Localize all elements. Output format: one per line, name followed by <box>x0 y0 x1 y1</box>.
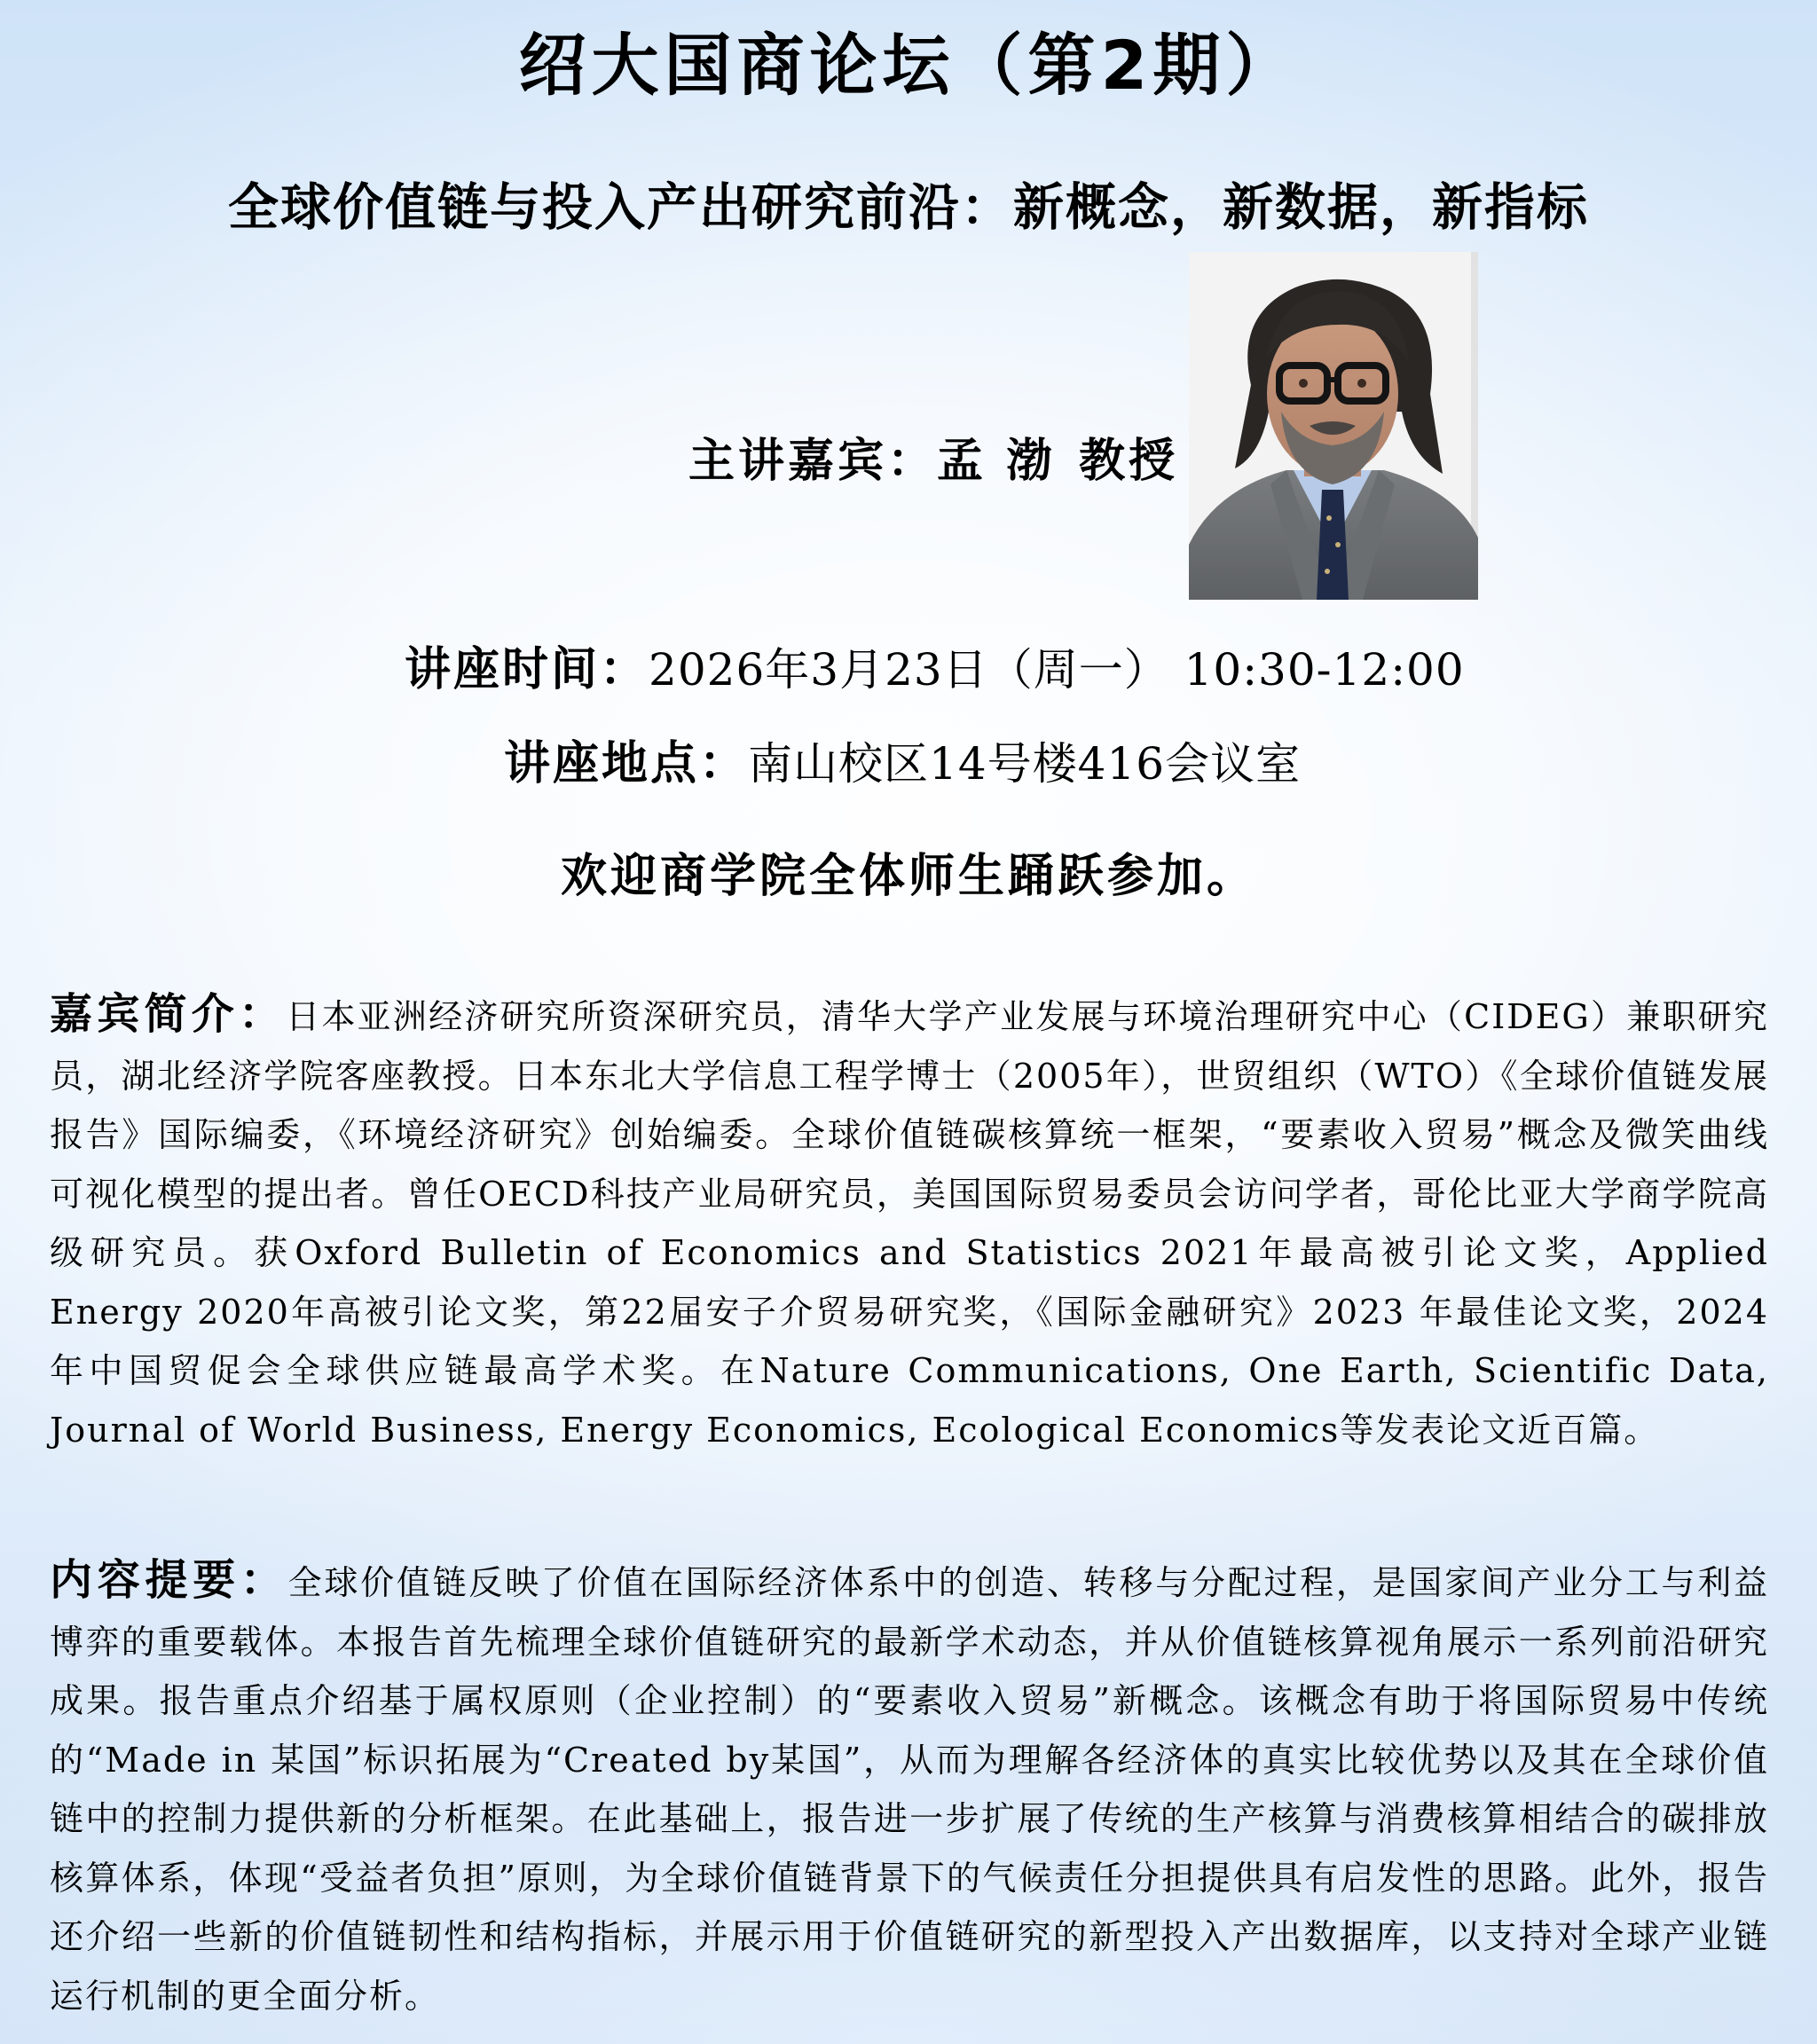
location-label: 讲座地点： <box>504 737 749 790</box>
lecture-subtitle: 全球价值链与投入产出研究前沿：新概念，新数据，新指标 <box>228 178 1589 237</box>
welcome-message: 欢迎商学院全体师生踊跃参加。 <box>560 850 1256 903</box>
location-value: 南山校区14号楼416会议室 <box>748 738 1302 790</box>
speaker-photo <box>1189 252 1478 600</box>
lecture-location <box>504 733 1301 795</box>
guest-bio <box>50 985 1769 1459</box>
speaker-line <box>688 433 1178 490</box>
time-label: 讲座时间： <box>405 643 649 696</box>
time-value: 2026年3月23日（周一） 10:30-12:00 <box>649 644 1465 696</box>
bio-text: 日本亚洲经济研究所资深研究员，清华大学产业发展与环境治理研究中心（CIDEG）兼职研究员，湖北经济学院客座教授。日本东北大学信息工程学博士（2005年），世贸组织（WTO）《全球价值链发展报告》国际编委，《环境经济研究》创始编委。全球价值链碳核算统一框架，“要素收入贸易”概念及微笑曲线可视化模型的提出者。曾任OECD科技产业局研究员，美国国际贸易委员会访问学者，哥伦比亚大学商学院高级研究员。获Oxford Bulletin of Economics and Statistics 2021年最高被引论文奖，Applied Energy 2020年高被引论文奖，第22届安子介贸易研究奖，《国际金融研究》2023 年最佳论文奖，2024 年中国贸促会全球供应链最高学术奖。在Nature Communications, One Earth, Scientific Data, Journal of World Business, Energy Economics, Ecological Economics等发表论文近百篇。 <box>50 997 1769 1450</box>
content-label: 内容提要： <box>50 1555 288 1605</box>
lecture-time <box>405 639 1465 701</box>
speaker-role: 教授 <box>1079 435 1179 488</box>
bio-label: 嘉宾简介： <box>50 989 287 1039</box>
speaker-name: 孟 渤 <box>937 435 1057 488</box>
speaker-portrait-image <box>1189 252 1478 600</box>
content-text: 全球价值链反映了价值在国际经济体系中的创造、转移与分配过程，是国家间产业分工与利益博弈的重要载体。本报告首先梳理全球价值链研究的最新学术动态，并从价值链核算视角展示一系列前沿研究成果。报告重点介绍基于属权原则（企业控制）的“要素收入贸易”新概念。该概念有助于将国际贸易中传统的“Made in 某国”标识拓展为“Created by某国”，从而为理解各经济体的真实比较优势以及其在全球价值链中的控制力提供新的分析框架。在此基础上，报告进一步扩展了传统的生产核算与消费核算相结合的碳排放核算体系，体现“受益者负担”原则，为全球价值链背景下的气候责任分担提供具有启发性的思路。此外，报告还介绍一些新的价值链韧性和结构指标，并展示用于价值链研究的新型投入产出数据库，以支持对全球产业链运行机制的更全面分析。 <box>50 1563 1769 2016</box>
speaker-label: 主讲嘉宾： <box>688 435 938 488</box>
forum-title: 绍大国商论坛（第2期） <box>518 26 1299 105</box>
content-summary <box>50 1551 1769 2025</box>
